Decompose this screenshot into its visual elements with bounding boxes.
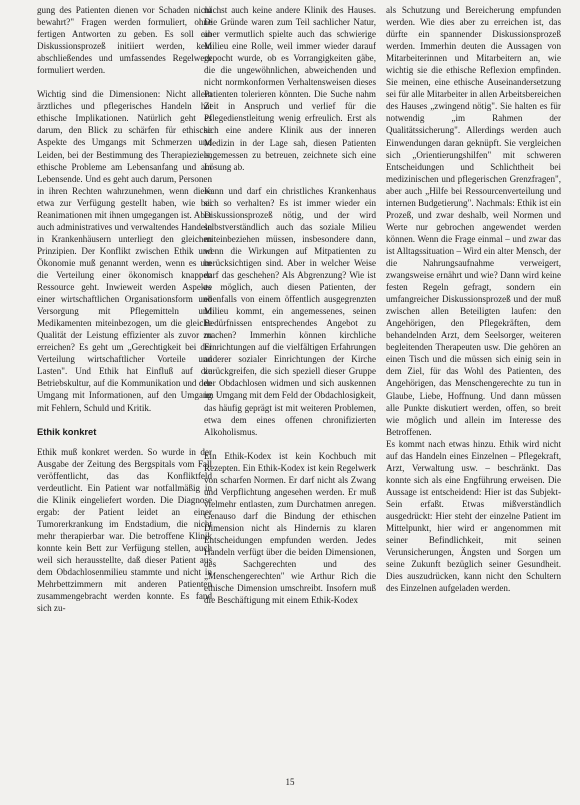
paragraph: Ein Ethik-Kodex ist kein Kochbuch mit Rezepten. Ein Ethik-Kodex ist kein Regelwerk von scharfen Normen. Er darf nicht als Zwang und Verpflichtung angesehen werden. Er muß vielmehr entlasten, zum Durchatmen anregen. Genauso darf die Bindung der ethischen Dimension nicht als Hindernis zu klaren Entscheidungen empfunden werden. Jedes Handeln verfügt über die beiden Dimensionen, des Sachgerechten und des „Menschengerechten" wie Arthur Rich die ethische Dimension umschreibt. Insofern muß die Beschäftigung mit einem Ethik-Kodex: [204, 450, 376, 606]
page-number: 15: [285, 777, 295, 787]
paragraph: nächst auch keine andere Klinik des Hauses. Die Gründe waren zum Teil sachlicher Natur, aber vermutlich spielte auch das schwierige Milieu eine Rolle, weil immer wieder darauf gepocht wurde, ob es Vorrangigkeiten gäbe, die die ungewöhnlichen, abweichenden und nicht normkonformen Verhaltensweisen dieses Patienten tolerieren könnten. Die Suche nahm Zeit in Anspruch und verlief für die Pflegedienstleitung wenig erfreulich. Erst als sich eine andere Klinik aus der inneren Medizin in der Lage sah, diesen Patienten angemessen zu betreuen, zeichnete sich eine Lösung ab.: [204, 5, 376, 172]
section-heading: Ethik konkret: [37, 425, 97, 437]
paragraph: als Schutzung und Bereicherung empfunden werden. Wie dies aber zu erreichen ist, das dürfte ein spannender Diskussionsprozeß werden. Immerhin deuten die Aussagen von Mitarbeiterinnen und Mitarbeitern an, wie wichtig sie die ethische Reflexion empfinden. Sie meinen, eine ethische Auseinandersetzung sei für alle Mitarbeiter in allen Arbeitsbereichen des Hauses „zwingend nötig". Sie halten es für notwendig „im Rahmen der Qualitätssicherung". Allerdings werden auch Einwendungen daran geknüpft. Sie vergleichen sich „Orientierungshilfen" mit schweren Entscheidungen und Schlichtheit bei medizinischen und pflegerischen Grenzfragen", aber auch „Hilfe bei Ressourcenverteilung und internen Budgetierung". Nachmals: Ethik ist ein Prozeß, und zwar deshalb, weil Normen und Werte nur gebrochen angewendet werden können. Wenn die Frage einmal – und zwar das ist Alltagssituation – Wird ein alter Mensch, der die Nahrungsaufnahme verweigert, zwangsweise ernährt und wie? Dann wird keine festen Regeln gefragt, sondern ein umfangreicher Diskussionsprozeß und der muß zwischen allen Beteiligten laufen: den Angehörigen, den Pflegekräften, dem behandelnden Arzt, dem Seelsorger, weiteren begleitenden Therapeuten usw. Die gehören an einen Tisch und die müssen sich einig sein in dem Ziel, für das Wohl des Patienten, des Angehörigen, das Menschengerechte zu tun in Glaube, Liebe, Hoffnung. Und dann müssen alle Punkte diskutiert werden, offen, so breit wie möglich und allein im Interesse des Betroffenen.: [386, 5, 561, 437]
paragraph: Ethik muß konkret werden. So wurde in der Ausgabe der Zeitung des Bergspitals vom Fall veröffentlicht, das das Konfliktfeld verdeutlicht. Ein Patient war notfallmäßig in die Klinik eingeliefert worden. Die Diagnose ergab: der Patient leidet an einer Tumorerkrankung im Endstadium, die nicht mehr therapierbar war. Die betroffene Klinik konnte kein Bett zur Verfügung stellen, auch weil sich herausstellte, daß dieser Patient aus dem Obdachlosenmilieu stammte und nicht in Mehrbettzimmern mit anderen Patienten zusammengebracht werden konnte. Es fand sich zu-: [37, 446, 212, 614]
paragraph: Es kommt nach etwas hinzu. Ethik wird nicht auf das Handeln eines Einzelnen – Pflegekraft, Arzt, Verwaltung usw. – beschränkt. Das konnte sich als eine Engführung erweisen. Die Aussage ist entscheidend: Hier ist das Subjekt-Sein erfaßt. Etwas mißverständlich ausgedrückt: Hier steht der einzelne Patient im Mittelpunkt, hier wird er angenommen mit seiner Befindlichkeit, mit seinen Verunsicherungen, Ängsten und Sorgen um seine Zukunft bezüglich seiner Gesundheit. Dies auszudrücken, kann nicht den Schultern des Einzelnen aufgeladen werden.: [386, 438, 561, 594]
text-column-3: [386, 4, 561, 774]
paragraph: gung des Patienten dienen vor Schaden nicht bewahrt?" Fragen werden formuliert, ohne fertigen Antworten zu geben. Es soll ein Diskussionsprozeß initiiert werden, kein abschließendes und umfassendes Regelwerk formuliert werden.: [37, 5, 212, 76]
text-column-2: [204, 4, 376, 774]
paragraph: Wichtig sind die Dimensionen: Nicht allein ärztliches und pflegerisches Handeln hat ethische Implikationen. Natürlich geht es darum, den Blick zu schärfen für ethische Aspekte des Umgangs mit Schmerzen und Leiden, bei der Bestimmung des Therapieziels, ethische Probleme am Lebensanfang und am Lebensende. Und es geht auch darum, Personen in ihren Rechten wahrzunehmen, wenn diese etwa zur Verfügung gestellt haben, wie bei Reanimationen mit ihnen umgegangen ist. Aber auch administratives und verwaltendes Handeln in Krankenhäusern unterliegt den gleichen Prinzipien. Der Konflikt zwischen Ethik und Ökonomie muß genannt werden, wenn es um die Verteilung einer ökonomisch knappen Ressource geht. Inwieweit werden Aspekte einer wirtschaftlichen Organisationsform und Versorgung mit Pflegemitteln und Medikamenten miteinbezogen, um die gleiche Qualität der Leistung effizienter als zuvor zu erreichen? Es geht um „Gerechtigkeit bei der Verteilung wirtschaftlicher Vorteile und Lasten". Und Ethik hat Einfluß auf die Betriebskultur, auf die Kommunikation und den Umgang mit Informationen, auf den Umgang mit Fehlern, Schuld und Kritik.: [37, 89, 212, 413]
text-column-1: [37, 4, 212, 774]
paragraph: Kann und darf ein christliches Krankenhaus sich so verhalten? Es ist immer wieder ein Diskussionsprozeß nötig, und der wird selbstverständlich auch das soziale Milieu miteinbeziehen müssen, insbesondere dann, wenn die Wirkungen auf Mitpatienten zu berücksichtigen sind. Aber in welcher Weise darf das geschehen? Als Abgrenzung? Wie ist es möglich, auch diesen Patienten, der ebenfalls von einem öffentlich ausgegrenzten Milieu kommt, ein angemessenes, seinen Bedürfnissen entsprechendes Angebot zu machen? Immerhin können kirchliche Einrichtungen auf die vielfältigen Erfahrungen anderer sozialer Einrichtungen der Kirche zurückgreifen, die sich speziell dieser Gruppe der Obdachlosen widmen und sich auskennen im Umgang mit dem Feld der Obdachlosigkeit, das häufig geprägt ist mit weiteren Problemen, etwa dem eines offenen chronifizierten Alkoholismus.: [204, 185, 376, 437]
